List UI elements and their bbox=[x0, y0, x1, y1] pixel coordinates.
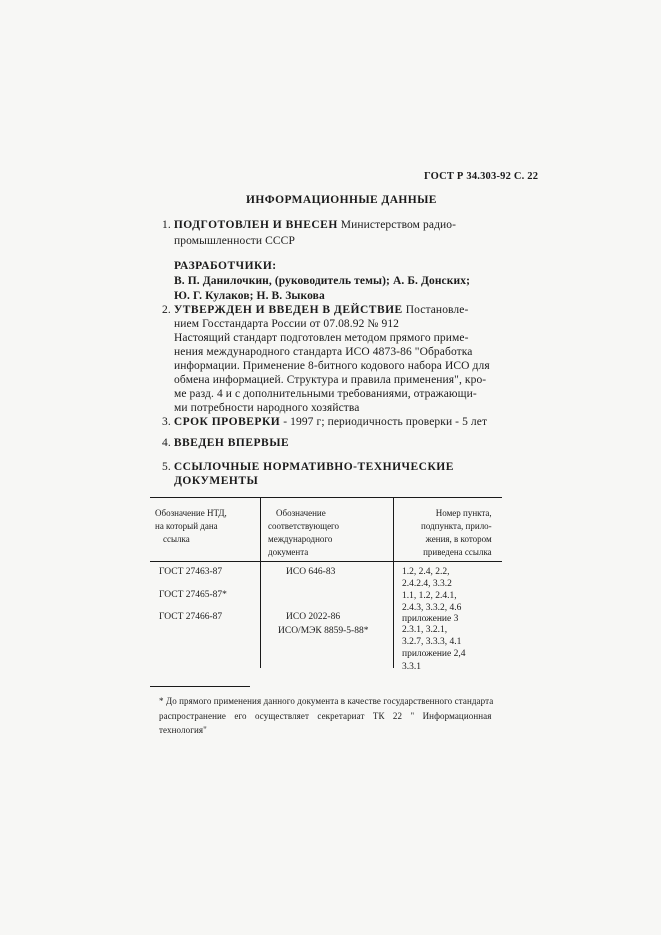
item-3 bbox=[162, 416, 487, 428]
table-divider-1 bbox=[260, 497, 261, 563]
footnote-line: * До прямого применения данного документа в качестве государственного стандарта bbox=[159, 696, 494, 706]
item-2-number: 2. bbox=[162, 304, 171, 316]
table-cell-col3: 1.2, 2.4, 2.2, bbox=[402, 567, 450, 577]
item-2-line: Настоящий стандарт подготовлен методом прямого приме- bbox=[174, 332, 469, 344]
item-1-number: 1. bbox=[162, 219, 171, 231]
header-line: подпункта, прило- bbox=[421, 521, 492, 531]
table-top-rule bbox=[150, 497, 502, 498]
table-header-rule bbox=[150, 561, 502, 562]
table-divider-2 bbox=[393, 497, 394, 563]
header-line: международного bbox=[268, 534, 333, 544]
item-2-lead: УТВЕРЖДЕН И ВВЕДЕН В ДЕЙСТВИЕ bbox=[173, 304, 403, 316]
header-line: на который дана bbox=[155, 521, 218, 531]
item-2-line: нием Госстандарта России от 07.08.92 № 912 bbox=[174, 318, 400, 330]
table-cell-col2: ИСО/МЭК 8859-5-88* bbox=[278, 626, 369, 636]
table-header-col1 bbox=[155, 507, 227, 546]
table-header-col3 bbox=[421, 507, 492, 559]
item-2-line: обмена информацией. Структура и правила применения", кро- bbox=[174, 374, 487, 386]
table-cell-col2: ИСО 2022-86 bbox=[286, 612, 341, 622]
item-2-line: информации. Применение 8-битного кодового набора ИСО для bbox=[174, 360, 490, 372]
item-4-number: 4. bbox=[162, 437, 171, 449]
item-2-rest: Постановле- bbox=[405, 304, 469, 316]
item-5-heading-line-1: ССЫЛОЧНЫЕ НОРМАТИВНО-ТЕХНИЧЕСКИЕ bbox=[173, 461, 454, 473]
table-cell-col3: 2.4.3, 3.3.2, 4.6 bbox=[402, 603, 462, 613]
item-4-lead: ВВЕДЕН ВПЕРВЫЕ bbox=[173, 437, 290, 449]
item-1-lead: ПОДГОТОВЛЕН И ВНЕСЕН bbox=[173, 219, 338, 231]
item-5-number: 5. bbox=[162, 461, 171, 473]
item-2 bbox=[162, 304, 468, 316]
footnote-line: технология" bbox=[159, 725, 207, 735]
item-3-lead: СРОК ПРОВЕРКИ bbox=[173, 416, 281, 428]
header-line: Номер пункта, bbox=[435, 508, 492, 518]
developers-heading: РАЗРАБОТЧИКИ: bbox=[174, 260, 277, 272]
table-cell-col3: приложение 2,4 bbox=[402, 649, 466, 659]
table-cell-col3: 2.3.1, 3.2.1, bbox=[402, 625, 448, 635]
header-line: документа bbox=[268, 547, 309, 557]
item-4 bbox=[162, 437, 289, 449]
item-2-line: ме разд. 4 и с дополнительными требованиями, отражающи- bbox=[174, 388, 477, 400]
page-code: ГОСТ Р 34.303-92 С. 22 bbox=[424, 171, 539, 182]
table-cell-col3: 3.3.1 bbox=[402, 662, 421, 672]
item-1-rest: Министерством радио- bbox=[340, 219, 457, 231]
item-2-line: нения международного стандарта ИСО 4873-86 "Обработка bbox=[174, 346, 473, 358]
table-cell-col2: ИСО 646-83 bbox=[286, 567, 336, 577]
table-cell-col3: 2.4.2.4, 3.3.2 bbox=[402, 579, 452, 589]
developers-line-2: Ю. Г. Кулаков; Н. В. Зыкова bbox=[174, 290, 325, 302]
table-divider-2-lower bbox=[393, 563, 394, 668]
item-5 bbox=[162, 461, 454, 473]
item-3-number: 3. bbox=[162, 416, 171, 428]
header-line: жения, в котором bbox=[425, 534, 492, 544]
item-1-line-2: промышленности СССР bbox=[174, 235, 295, 247]
header-line: Обозначение НТД, bbox=[155, 508, 227, 518]
table-cell-col3: 1.1, 1.2, 2.4.1, bbox=[402, 591, 457, 601]
item-3-rest: - 1997 г; периодичность проверки - 5 лет bbox=[283, 416, 488, 428]
table-cell-col3: приложение 3 bbox=[402, 614, 459, 624]
item-5-heading-line-2: ДОКУМЕНТЫ bbox=[174, 475, 259, 487]
header-line: соответствующего bbox=[268, 521, 340, 531]
table-cell-col3: 3.2.7, 3.3.3, 4.1 bbox=[402, 637, 462, 647]
item-2-line: ми потребности народного хозяйства bbox=[174, 402, 360, 414]
header-line: ссылка bbox=[163, 534, 190, 544]
page-title: ИНФОРМАЦИОННЫЕ ДАННЫЕ bbox=[246, 194, 437, 206]
developers-line-1: В. П. Данилочкин, (руководитель темы); А. Б. Донских; bbox=[174, 275, 470, 287]
table-cell-col1: ГОСТ 27463-87 bbox=[159, 567, 223, 577]
header-line: приведена ссылка bbox=[423, 547, 492, 557]
item-1 bbox=[162, 219, 456, 231]
header-line: Обозначение bbox=[276, 508, 326, 518]
table-cell-col1: ГОСТ 27465-87* bbox=[159, 590, 227, 600]
footnote-line: распространение его осуществляет секретариат ТК 22 " Информационная bbox=[159, 711, 492, 721]
table-cell-col1: ГОСТ 27466-87 bbox=[159, 612, 223, 622]
footnote-rule bbox=[150, 686, 250, 687]
table-divider-1-lower bbox=[260, 563, 261, 668]
table-header-col2 bbox=[268, 507, 339, 559]
